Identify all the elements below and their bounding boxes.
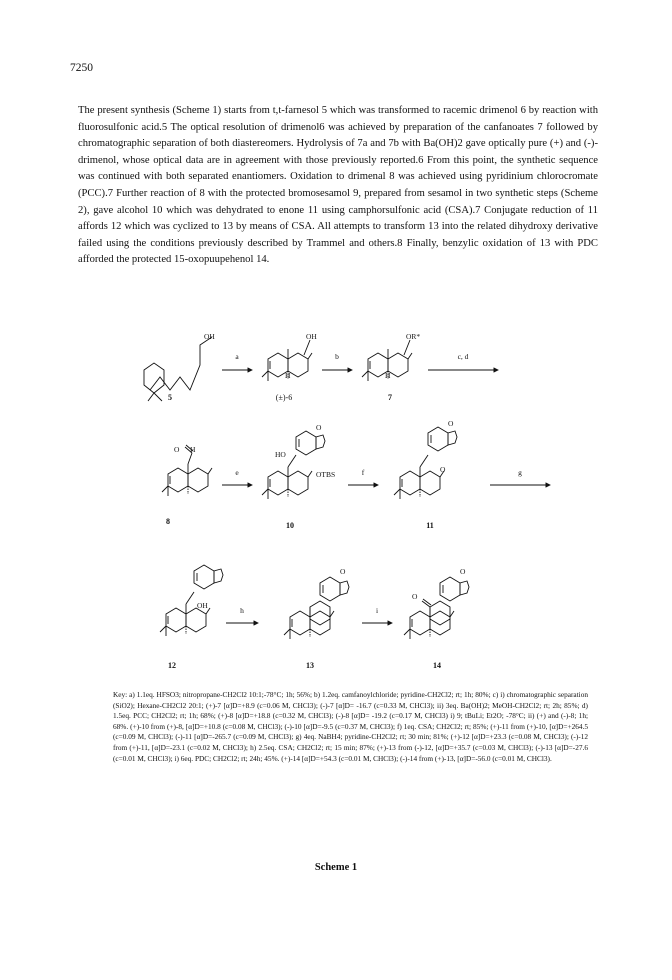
atom-h-8: H xyxy=(190,445,196,454)
compound-label-7: 7 xyxy=(388,393,392,402)
compound-label-5: 5 xyxy=(168,393,172,402)
step-label-h: h xyxy=(240,606,244,615)
compound-label-8: 8 xyxy=(166,517,170,526)
compound-label-14: 14 xyxy=(433,661,441,670)
atom-o-14: O xyxy=(460,567,466,576)
structure-10 xyxy=(262,431,325,499)
atom-o-11b: O xyxy=(440,465,446,474)
atom-o-14b: O xyxy=(412,592,418,601)
structure-12 xyxy=(160,565,223,636)
structure-11 xyxy=(394,427,457,499)
compound-label-13: 13 xyxy=(306,661,314,670)
compound-label-10: 10 xyxy=(286,521,294,530)
atom-oh-6: OH xyxy=(306,332,317,341)
scheme-key: Key: a) 1.1eq. HFSO3; nitropropane-CH2Cl2 10:1;-78°C; 1h; 56%; b) 1.2eq. camfanoylchloride; pyridine-CH2Cl2; rt; 1h; 80%; c) i) chromatographic separation (SiO2); Hexane-CH2Cl2 20:1; (+)-7 [α]D=+8.9 (c=0.06 M, CHCl3); (-)-7 [α]D= -16.7 (c=0.33 M, CHCl3); ii) 3eq. Ba(OH)2; MeOH-CH2Cl2; rt; 2h; 85%; d) 1.5eq. PCC; CH2Cl2; rt; 1h; 68%; (+)-8 [α]D=+18.8 (c=0.32 M, CHCl3); (-)-8 [α]D= -19.2 (c=0.17 M, CHCl3) i) 9; tBuLi; Et2O; -78°C; ii) (+) and (-)-8; 1h; 68%. (+)-10 from (+)-8, [α]D=+10.8 (c=0.08 M, CHCl3); (-)-10 [α]D=-9.5 (c=0.37 M, CHCl3); f) 1eq. CSA; CH2Cl2; rt; 85%; (+)-11 from (+)-10, [α]D=+264.5 (c=0.09 M, CHCl3); (-)-11 [α]D=-265.7 (c=0.09 M, CHCl3); g) 4eq. NaBH4; pyridine-CH2Cl2; rt; 30 min; 81%; (+)-12 [α]D=+23.3 (c=0.08 M, CHCl3); (-)-12 from (+)-11, [α]D=-23.1 (c=0.02 M, CHCl3); h) 2.5eq. CSA; CH2Cl2; rt; 15 min; 87%; (+)-13 from (-)-12, [α]D=+35.7 (c=0.03 M, CHCl3); (-)-13 [α]D=-27.6 (c=0.01 M, CHCl3); i) 6eq. PDC; CH2Cl2; rt; 24h; 45%. (+)-14 [α]D=+54.3 (c=0.01 M, CHCl3); (-)-14 from (+)-13, [α]D=-56.0 (c=0.01 M, CHCl3). xyxy=(113,690,588,763)
atom-oh-5: OH xyxy=(204,332,215,341)
structure-8 xyxy=(162,445,212,496)
atom-h-7: H xyxy=(385,371,391,380)
step-label-cd: c, d xyxy=(457,352,469,361)
body-paragraph: The present synthesis (Scheme 1) starts from t,t-farnesol 5 which was transformed to racemic drimenol 6 by reaction with fluorosulfonic acid.5 The optical resolution of drimenol6 was achieved by preparation of the canfanoates 7 followed by chromatographic separation of both diastereomers. Hydrolysis of 7a and 7b with Ba(OH)2 gave optically pure (+) and (-)-drimenol, whose optical data are in agreement with those previously reported.6 From this point, the synthetic sequence was continued with both separated enantiomers. Oxidation to drimenal 8 was achieved using pyridinium chlorocromate (PCC).7 Further reaction of 8 with the protected bromosesamol 9, prepared from sesamol in two synthetic steps (Scheme 2), gave alcohol 10 which was dehydrated to enone 11 using camphorsulfonic acid (CSA).7 Conjugate reduction of 11 affords 12 which was cyclized to 13 by means of CSA. All attempts to transform 13 into the related dihydroxy derivative failed using the conditions previously described by Trammel and others.8 Finally, benzylic oxidation of 13 with PDC afforded the protected 15-oxopuupehenol 14. xyxy=(78,105,598,266)
atom-oh-12: OH xyxy=(197,601,208,610)
scheme-caption: Scheme 1 xyxy=(314,862,358,873)
step-label-g: g xyxy=(518,468,522,477)
step-label-a: a xyxy=(235,352,239,361)
step-label-f: f xyxy=(361,468,365,477)
atom-o-13: O xyxy=(340,567,346,576)
compound-label-6: (±)-6 xyxy=(275,393,293,402)
atom-otbs-10: OTBS xyxy=(316,470,336,479)
atom-o-10: O xyxy=(316,423,322,432)
step-label-b: b xyxy=(335,352,339,361)
compound-label-12: 12 xyxy=(168,661,176,670)
atom-o-8: O xyxy=(174,445,180,454)
structure-13 xyxy=(284,577,349,639)
step-label-i: i xyxy=(375,606,379,615)
compound-label-11: 11 xyxy=(426,521,434,530)
structure-5 xyxy=(144,337,212,401)
scheme-drawing xyxy=(0,305,672,685)
atom-h-6: H xyxy=(285,371,291,380)
reaction-scheme xyxy=(0,305,672,685)
atom-or-7: OR* xyxy=(406,332,421,341)
page-number: 7250 xyxy=(70,62,93,74)
atom-o-11: O xyxy=(448,419,454,428)
step-label-e: e xyxy=(235,468,239,477)
atom-ho-10: HO xyxy=(275,450,286,459)
structure-14 xyxy=(404,577,469,639)
